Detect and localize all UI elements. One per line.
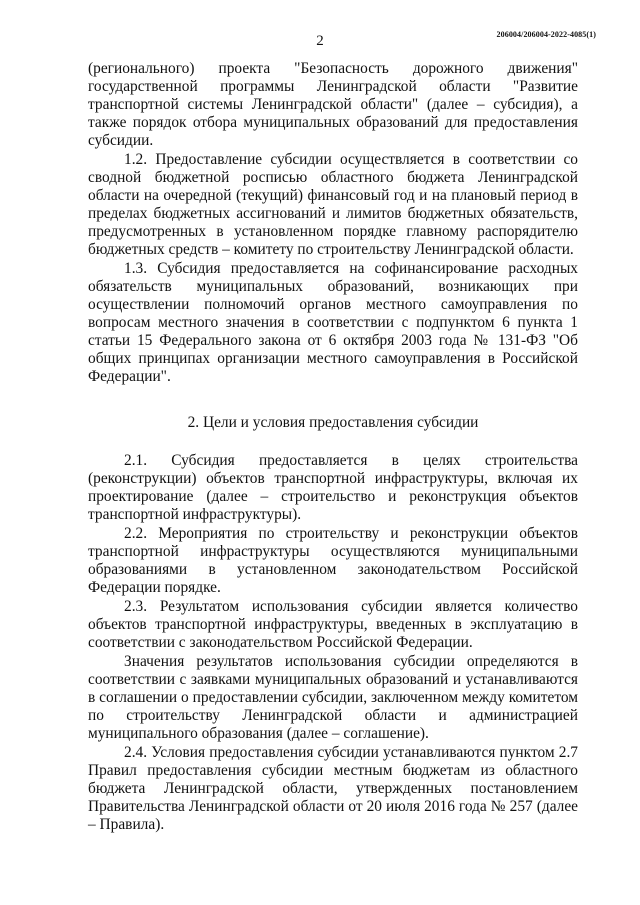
paragraph-1-3: 1.3. Субсидия предоставляется на софинансирование расходных обязательств муниципальных образований, возникающих при осуществлении полномочий органов местного самоуправления по вопросам местного значения в соответствии с подпунктом 6 пункта 1 статьи 15 Федерального закона от 6 октября 2003 года № 131-ФЗ "Об общих принципах организации местного самоуправления в Российской Федерации".	[88, 260, 578, 385]
document-body	[88, 60, 578, 835]
paragraph-2-1: 2.1. Субсидия предоставляется в целях строительства (реконструкции) объектов транспортной инфраструктуры, включая их проектирование (далее – строительство и реконструкция объектов транспортной инфраструктуры).	[88, 452, 578, 523]
paragraph-2-4: 2.4. Условия предоставления субсидии устанавливаются пунктом 2.7 Правил предоставления субсидии местным бюджетам из областного бюджета Ленинградской области, утвержденных постановлением Правительства Ленинградской области от 20 июля 2016 года № 257 (далее – Правила).	[88, 744, 578, 833]
paragraph-1-2: 1.2. Предоставление субсидии осуществляется в соответствии со сводной бюджетной росписью областного бюджета Ленинградской области на очередной (текущий) финансовый год и на плановый период в пределах бюджетных ассигнований и лимитов бюджетных обязательств, предусмотренных в установленном порядке главному распорядителю бюджетных средств – комитету по строительству Ленинградской области.	[88, 151, 578, 258]
paragraph-2-3: 2.3. Результатом использования субсидии является количество объектов транспортной инфраструктуры, введенных в эксплуатацию в соответствии с законодательством Российской Федерации.	[88, 598, 578, 651]
page-number: 2	[316, 33, 324, 49]
section-heading: 2. Цели и условия предоставления субсидии	[187, 414, 479, 431]
paragraph-2-3-values: Значения результатов использования субсидии определяются в соответствии с заявками муниципальных образований и устанавливаются в соглашении о предоставлении субсидии, заключенном между комитетом по строительству Ленинградской области и администрацией муниципального образования (далее – соглашение).	[88, 653, 578, 742]
paragraph-intro-continuation: (регионального) проекта "Безопасность дорожного движения" государственной программы Ленинградской области "Развитие транспортной системы Ленинградской области" (далее – субсидия), а также порядок отбора муниципальных образований для предоставления субсидии.	[88, 60, 578, 149]
paragraph-2-2: 2.2. Мероприятия по строительству и реконструкции объектов транспортной инфраструктуры осуществляются муниципальными образованиями в установленном законодательством Российской Федерации порядке.	[88, 525, 578, 596]
document-code: 206004/206004-2022-4085(1)	[496, 30, 596, 39]
